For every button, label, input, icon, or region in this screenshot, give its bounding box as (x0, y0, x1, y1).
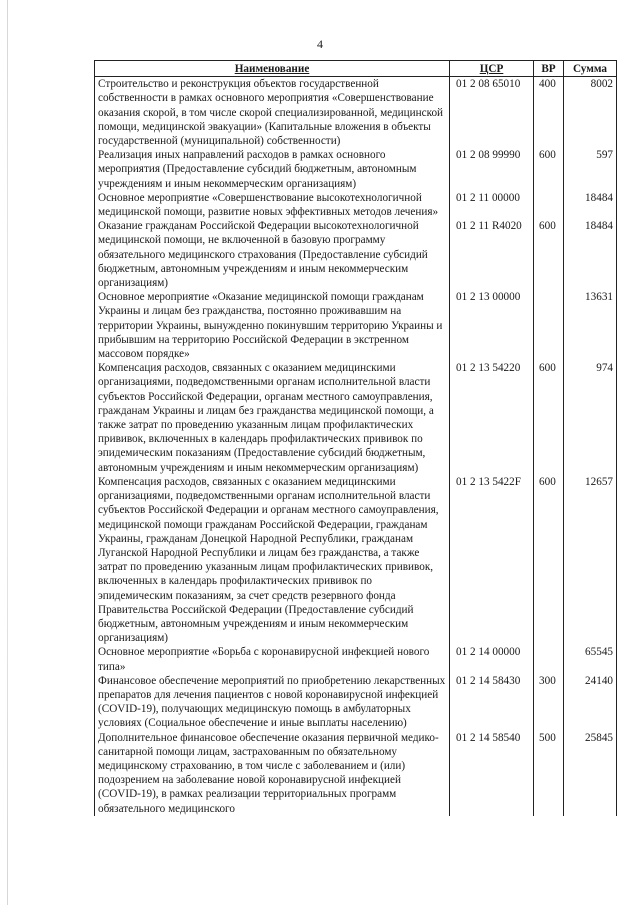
name-cell: Оказание гражданам Российской Федерации высокотехнологичной медицинской помощи, не включенной в базовую программу обязательного медицинского страхования (Предоставление субсидий бюджетным, автономным учреждениям и иным некоммерческим организациям) (95, 219, 450, 290)
header-name: Наименование (95, 61, 450, 77)
name-cell: Компенсация расходов, связанных с оказанием медицинскими организациями, подведомственными органам исполнительной власти субъектов Российской Федерации и органам местного самоуправления, медицинской помощи гражданам Российской Федерации, гражданам Украины, гражданам Донецкой Народной Республики, гражданам Луганской Народной Республики и лицам без гражданства, а также затрат по проведению указанным лицам профилактических прививок, включенных в календарь профилактических прививок по эпидемическим показаниям, за счет средств резервного фонда Правительства Российской Федерации (Предоставление субсидий бюджетным, автономным учреждениям и иным некоммерческим организациям) (95, 475, 450, 645)
header-code: ЦСР (450, 61, 534, 77)
sum-cell: 18484 (564, 219, 617, 290)
code-cell: 01 2 14 00000 (450, 645, 534, 673)
vr-cell: 400 (534, 77, 564, 149)
sum-cell: 974 (564, 361, 617, 475)
header-sum: Сумма (564, 61, 617, 77)
vr-cell: 300 (534, 674, 564, 731)
code-cell: 01 2 13 00000 (450, 290, 534, 361)
vr-cell (534, 290, 564, 361)
vr-cell: 600 (534, 219, 564, 290)
table-row (95, 191, 617, 219)
table-row (95, 361, 617, 475)
table-body (95, 77, 617, 816)
vr-cell: 600 (534, 148, 564, 191)
table-header-row (95, 61, 617, 77)
table-row (95, 731, 617, 816)
table-row (95, 290, 617, 361)
header-vr: ВР (534, 61, 564, 77)
vr-cell: 600 (534, 361, 564, 475)
sum-cell: 24140 (564, 674, 617, 731)
sum-cell: 12657 (564, 475, 617, 645)
table-row (95, 475, 617, 645)
vr-cell (534, 645, 564, 673)
vr-cell: 500 (534, 731, 564, 816)
code-cell: 01 2 13 5422F (450, 475, 534, 645)
sum-cell: 597 (564, 148, 617, 191)
code-cell: 01 2 13 54220 (450, 361, 534, 475)
vr-cell: 600 (534, 475, 564, 645)
code-cell: 01 2 14 58430 (450, 674, 534, 731)
code-cell: 01 2 08 65010 (450, 77, 534, 149)
code-cell: 01 2 14 58540 (450, 731, 534, 816)
code-cell: 01 2 11 R4020 (450, 219, 534, 290)
table-row (95, 77, 617, 149)
table-row (95, 645, 617, 673)
name-cell: Строительство и реконструкция объектов государственной собственности в рамках основного мероприятия «Совершенствование оказания скорой, в том числе скорой специализированной, медицинской помощи, медицинской эвакуации» (Капитальные вложения в объекты государственной (муниципальной) собственности) (95, 77, 450, 149)
code-cell: 01 2 11 00000 (450, 191, 534, 219)
table-row (95, 148, 617, 191)
page-number: 4 (317, 37, 323, 51)
name-cell: Основное мероприятие «Оказание медицинской помощи гражданам Украины и лицам без гражданства, постоянно проживавшим на территории Украины, вынужденно покинувшим территорию Украины и прибывшим на территорию Российской Федерации в экстренном массовом порядке» (95, 290, 450, 361)
name-cell: Основное мероприятие «Борьба с коронавирусной инфекцией нового типа» (95, 645, 450, 673)
name-cell: Основное мероприятие «Совершенствование высокотехнологичной медицинской помощи, развитие новых эффективных методов лечения» (95, 191, 450, 219)
name-cell: Компенсация расходов, связанных с оказанием медицинскими организациями, подведомственными органам исполнительной власти субъектов Российской Федерации, органам местного самоуправления, гражданам Украины и лицам без гражданства медицинской помощи, а также затрат по проведению указанным лицам профилактических прививок, включенных в календарь профилактических прививок по эпидемическим показаниям (Предоставление субсидий бюджетным, автономным учреждениям и иным некоммерческим организациям) (95, 361, 450, 475)
name-cell: Дополнительное финансовое обеспечение оказания первичной медико-санитарной помощи лицам, застрахованным по обязательному медицинскому страхованию, в том числе с заболеванием и (или) подозрением на заболевание новой коронавирусной инфекцией (COVID-19), в рамках реализации территориальных программ обязательного медицинского (95, 731, 450, 816)
code-cell: 01 2 08 99990 (450, 148, 534, 191)
sum-cell: 18484 (564, 191, 617, 219)
table-row (95, 219, 617, 290)
sum-cell: 25845 (564, 731, 617, 816)
sum-cell: 8002 (564, 77, 617, 149)
vr-cell (534, 191, 564, 219)
sum-cell: 65545 (564, 645, 617, 673)
name-cell: Финансовое обеспечение мероприятий по приобретению лекарственных препаратов для лечения пациентов с новой коронавирусной инфекцией (COVID-19), получающих медицинскую помощь в амбулаторных условиях (Социальное обеспечение и иные выплаты населению) (95, 674, 450, 731)
name-cell: Реализация иных направлений расходов в рамках основного мероприятия (Предоставление субсидий бюджетным, автономным учреждениям и иным некоммерческим организациям) (95, 148, 450, 191)
sum-cell: 13631 (564, 290, 617, 361)
budget-table (94, 60, 617, 816)
table-row (95, 674, 617, 731)
scan-edge (7, 0, 8, 905)
